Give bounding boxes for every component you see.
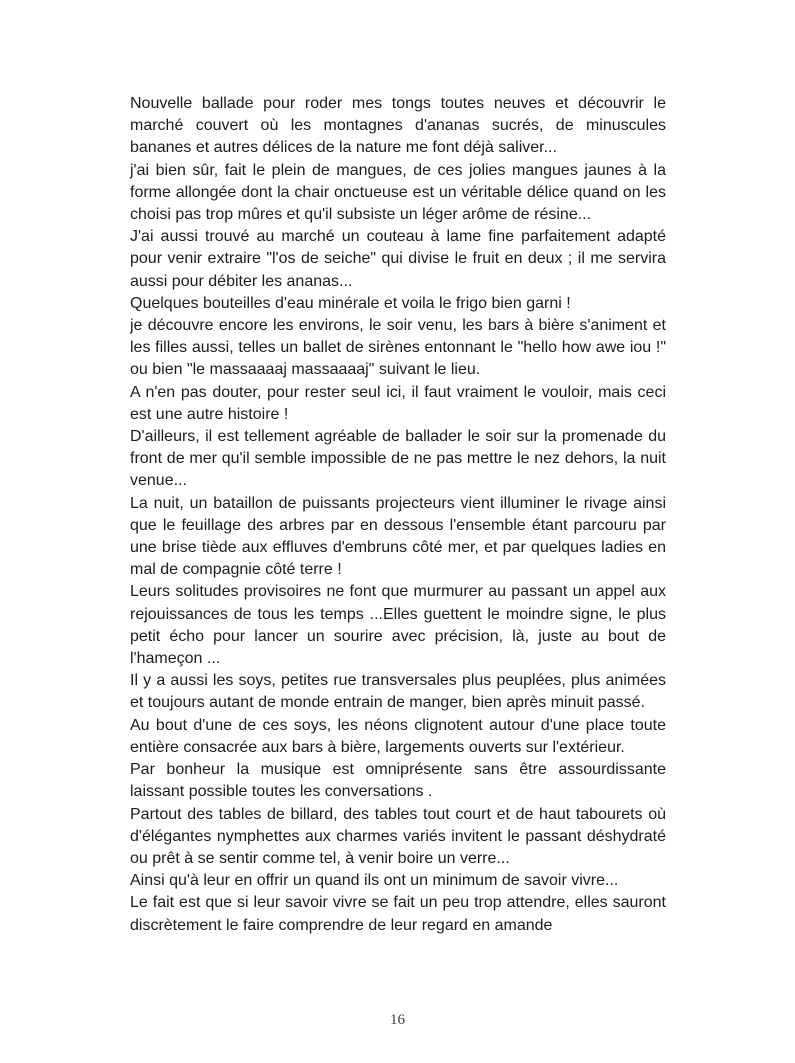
paragraph: j'ai bien sûr, fait le plein de mangues, de ces jolies mangues jaunes à la forme allongée dont la chair onctueuse est un véritable délice quand on les choisi pas trop mûres et qu'il subsiste un léger arôme de résine...: [130, 161, 666, 224]
paragraph: J'ai aussi trouvé au marché un couteau à lame fine parfaitement adapté pour venir extraire "l'os de seiche" qui divise le fruit en deux ; il me servira aussi pour débiter les ananas...: [130, 228, 666, 290]
page-footer: [0, 1012, 795, 1029]
paragraph: Partout des tables de billard, des tables tout court et de haut tabourets où d'élégantes nymphettes aux charmes variés invitent le passant déshydraté ou prêt à se sentir comme tel, à venir boire un verre...: [130, 805, 666, 867]
paragraph: A n'en pas douter, pour rester seul ici, il faut vraiment le vouloir, mais ceci est une autre histoire !: [130, 383, 666, 423]
paragraph: Quelques bouteilles d'eau minérale et voila le frigo bien garni !: [130, 294, 571, 312]
paragraph: Leurs solitudes provisoires ne font que murmurer au passant un appel aux rejouissances de tous les temps ...Elles guettent le moindre signe, le plus petit écho pour lancer un sourire avec précision, là, juste au bout de l'hameçon ...: [130, 583, 666, 668]
paragraph: Nouvelle ballade pour roder mes tongs toutes neuves et découvrir le marché couvert où les montagnes d'ananas sucrés, de minuscules bananes et autres délices de la nature me font déjà saliver...: [130, 95, 666, 157]
paragraph: Au bout d'une de ces soys, les néons clignotent autour d'une place toute entière consacrée aux bars à bière, largements ouverts sur l'extérieur.: [130, 716, 666, 756]
paragraph: Le fait est que si leur savoir vivre se fait un peu trop attendre, elles sauront discrètement le faire comprendre de leur regard en amande: [130, 894, 666, 934]
paragraph: La nuit, un bataillon de puissants projecteurs vient illuminer le rivage ainsi que le feuillage des arbres par en dessous l'ensemble étant parcouru par une brise tiède aux effluves d'embruns côté mer, et par quelques ladies en mal de compagnie côté terre !: [130, 494, 666, 579]
document-text: [130, 93, 666, 937]
paragraph: Ainsi qu'à leur en offrir un quand ils ont un minimum de savoir vivre...: [130, 872, 619, 890]
page-number: 16: [390, 1012, 405, 1028]
paragraph: D'ailleurs, il est tellement agréable de ballader le soir sur la promenade du front de mer qu'il semble impossible de ne pas mettre le nez dehors, la nuit venue...: [130, 428, 666, 490]
paragraph: je découvre encore les environs, le soir venu, les bars à bière s'animent et les filles aussi, telles un ballet de sirènes entonnant le "hello how awe iou !" ou bien "le massaaaaj massaaaaj" suivant le lieu.: [130, 317, 666, 379]
paragraph: Par bonheur la musique est omniprésente sans être assourdissante laissant possible toutes les conversations .: [130, 761, 666, 801]
paragraph: Il y a aussi les soys, petites rue transversales plus peuplées, plus animées et toujours autant de monde entrain de manger, bien après minuit passé.: [130, 672, 666, 712]
